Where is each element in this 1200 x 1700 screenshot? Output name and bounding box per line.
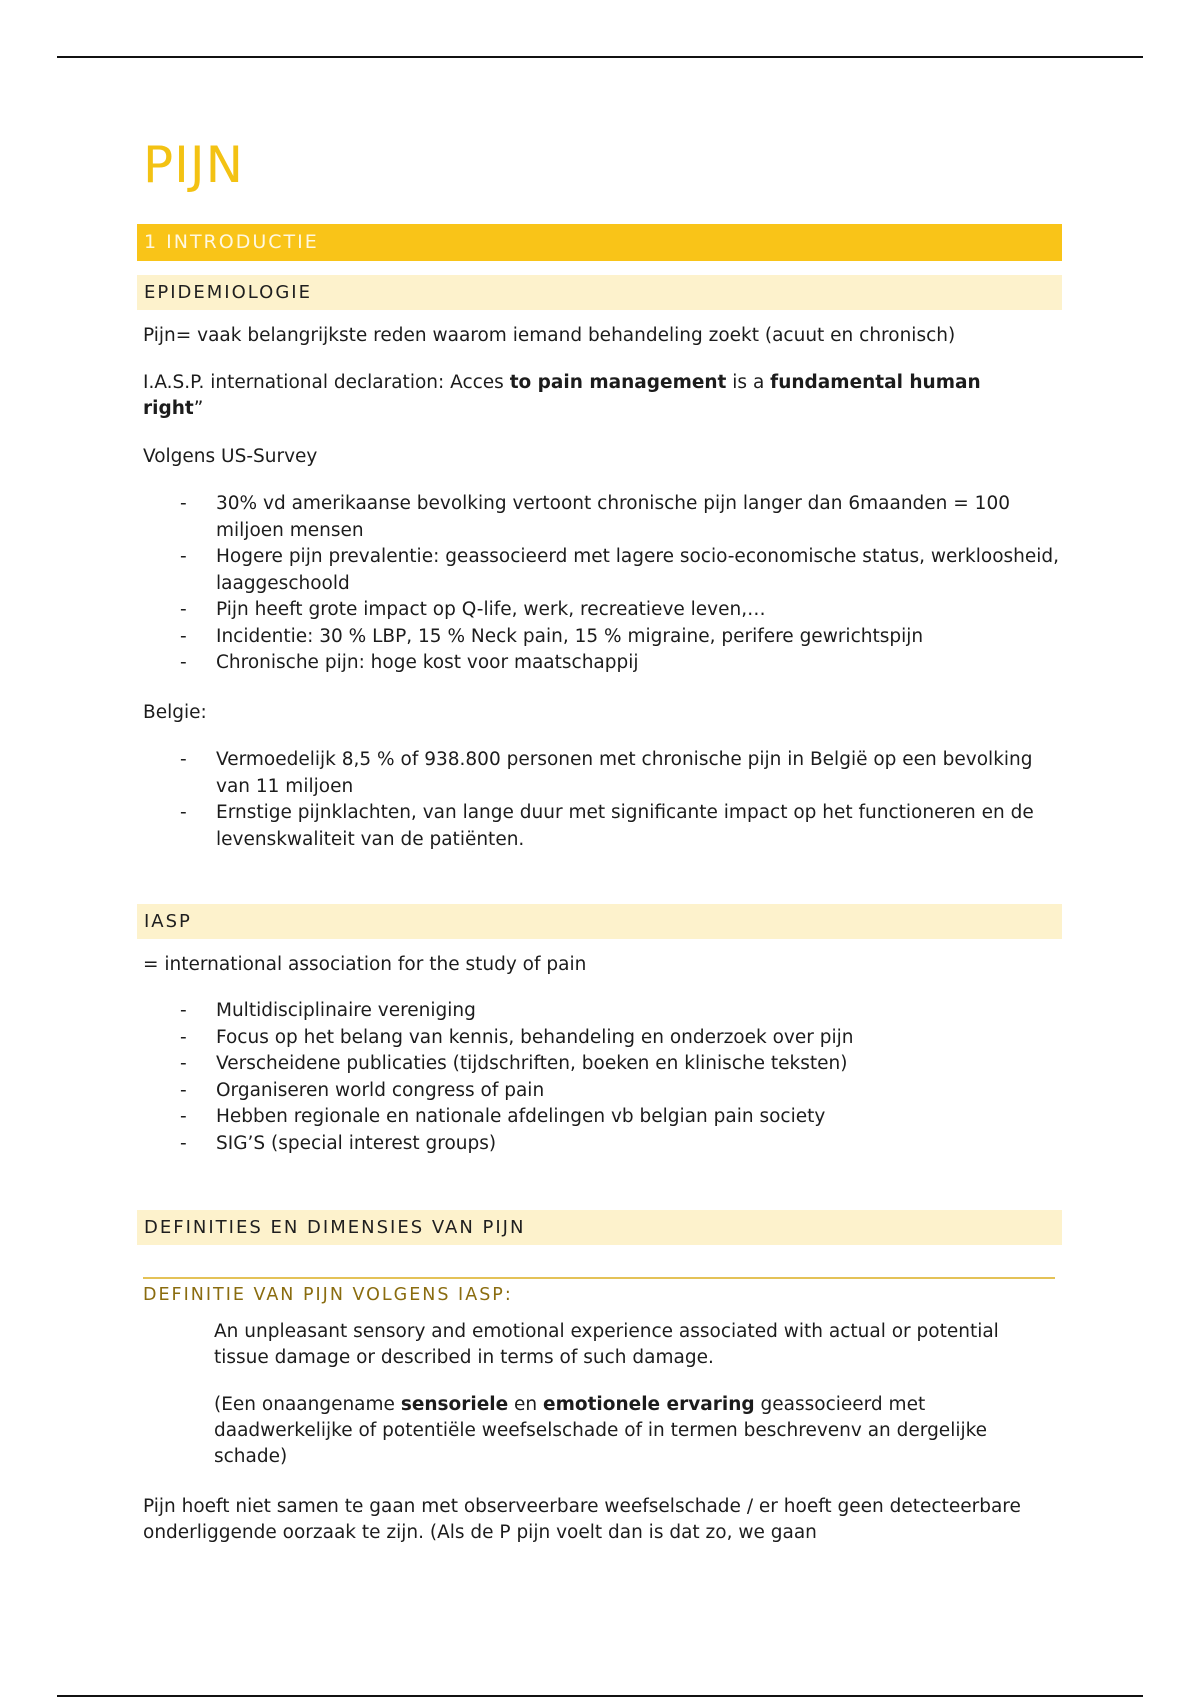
list-item: [143, 491, 1063, 544]
dutch-pain-definition: [214, 1392, 1034, 1470]
list-item: [143, 1131, 1063, 1158]
list-item: [143, 1078, 1063, 1105]
declaration-bold-text: fundamental human right: [143, 372, 981, 419]
page-bottom-rule: [57, 1695, 1143, 1697]
subsection-heading-iasp: IASP: [137, 904, 1062, 939]
belgie-label: Belgie:: [143, 702, 207, 723]
subsection-heading-epidemiologie: EPIDEMIOLOGIE: [137, 275, 1062, 310]
declaration-text: is a: [726, 372, 771, 393]
english-pain-definition: An unpleasant sensory and emotional experience associated with actual or potential tissue damage or described in terms of such damage.: [214, 1321, 999, 1368]
belgie-list: [143, 747, 1063, 853]
list-item: [143, 624, 1063, 651]
us-survey-list: [143, 491, 1063, 677]
page-top-rule: [57, 56, 1143, 58]
declaration-bold-text: to pain management: [509, 372, 727, 393]
list-item-text: Vermoedelijk 8,5 % of 938.800 personen met chronische pijn in België op een bevolking van 11 miljoen: [216, 749, 1033, 797]
bullet-dash: -: [180, 652, 187, 673]
list-item-text: Incidentie: 30 % LBP, 15 % Neck pain, 15 % migraine, perifere gewrichtspijn: [216, 625, 924, 647]
subheading-rule: [143, 1277, 1055, 1279]
list-item-text: Pijn heeft grote impact op Q-life, werk, recreatieve leven,…: [216, 599, 766, 620]
iasp-definition: = international association for the study of pain: [143, 954, 587, 975]
list-item-text: Verscheidene publicaties (tijdschriften, boeken en klinische teksten): [216, 1053, 848, 1074]
bullet-dash: -: [180, 1106, 187, 1127]
list-item-text: Chronische pijn: hoge kost voor maatschappij: [216, 652, 639, 673]
bullet-dash: -: [180, 1026, 187, 1048]
bullet-dash: -: [180, 625, 187, 647]
us-survey-label: Volgens US-Survey: [143, 446, 318, 467]
declaration-text: I.A.S.P. international declaration: Acces: [143, 372, 510, 393]
list-item: [143, 544, 1063, 597]
definition-text: en: [508, 1394, 544, 1415]
list-item: [143, 747, 1063, 800]
list-item: [143, 1104, 1063, 1131]
document-title: PIJN: [143, 136, 245, 194]
bullet-dash: -: [180, 802, 187, 823]
list-item-text: Ernstige pijnklachten, van lange duur met significante impact op het functioneren en de levenskwaliteit van de patiënten.: [216, 802, 1034, 850]
definition-text: (Een onaangename: [214, 1394, 401, 1415]
list-item: [143, 597, 1063, 624]
list-item: [143, 650, 1063, 677]
bullet-dash: -: [180, 546, 187, 567]
definition-bold-text: sensoriele: [400, 1394, 509, 1415]
list-item-text: 30% vd amerikaanse bevolking vertoont chronische pijn langer dan 6maanden = 100 miljoen mensen: [216, 493, 1010, 541]
subheading-definitie-iasp: DEFINITIE VAN PIJN VOLGENS IASP:: [143, 1285, 513, 1305]
declaration-text: ”: [193, 398, 204, 419]
list-item-text: Hogere pijn prevalentie: geassocieerd met lagere socio-economische status, werkloosheid, laaggeschoold: [216, 546, 1060, 594]
list-item: [143, 998, 1063, 1025]
section-heading-introductie: 1 INTRODUCTIE: [137, 224, 1062, 261]
list-item: [143, 1025, 1063, 1052]
closing-paragraph: Pijn hoeft niet samen te gaan met observeerbare weefselschade / er hoeft geen detecteerbare onderliggende oorzaak te zijn. (Als de P pijn voelt dan is dat zo, we gaan: [143, 1496, 1021, 1543]
bullet-dash: -: [180, 599, 187, 620]
bullet-dash: -: [180, 1000, 187, 1021]
bullet-dash: -: [180, 1079, 187, 1101]
paragraph-pain-reason: Pijn= vaak belangrijkste reden waarom iemand behandeling zoekt (acuut en chronisch): [143, 325, 956, 346]
bullet-dash: -: [180, 493, 187, 514]
bullet-dash: -: [180, 749, 187, 770]
list-item-text: Focus op het belang van kennis, behandeling en onderzoek over pijn: [216, 1026, 854, 1048]
definition-bold-text: emotionele ervaring: [543, 1394, 755, 1415]
list-item: [143, 1051, 1063, 1078]
bullet-dash: -: [180, 1132, 187, 1154]
paragraph-iasp-declaration: [143, 370, 1003, 422]
subsection-heading-definities: DEFINITIES EN DIMENSIES VAN PIJN: [137, 1210, 1062, 1245]
list-item-text: Hebben regionale en nationale afdelingen vb belgian pain society: [216, 1106, 826, 1127]
list-item: [143, 800, 1063, 853]
iasp-list: [143, 998, 1063, 1157]
list-item-text: SIG’S (special interest groups): [216, 1132, 497, 1154]
list-item-text: Organiseren world congress of pain: [216, 1079, 545, 1101]
definition-text: geassocieerd met daadwerkelijke of potentiële weefselschade of in termen beschrevenv an dergelijke schade): [214, 1394, 988, 1467]
list-item-text: Multidisciplinaire vereniging: [216, 1000, 476, 1021]
bullet-dash: -: [180, 1053, 187, 1074]
